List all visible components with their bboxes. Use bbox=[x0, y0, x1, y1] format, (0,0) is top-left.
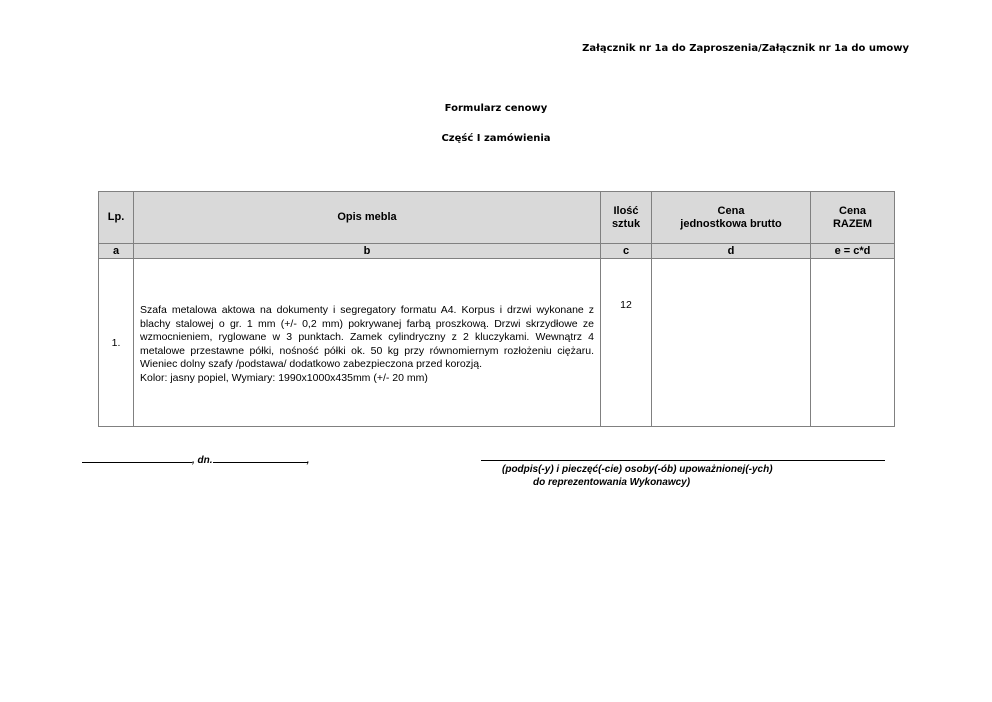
letter-a: a bbox=[99, 244, 134, 259]
price-table bbox=[98, 191, 895, 427]
annex-note: Załącznik nr 1a do Zaproszenia/Załącznik nr 1a do umowy bbox=[582, 43, 909, 54]
letter-b: b bbox=[134, 244, 601, 259]
signature-caption-line2: do reprezentowania Wykonawcy) bbox=[533, 477, 691, 488]
form-title: Formularz cenowy bbox=[444, 103, 548, 114]
letter-c: c bbox=[601, 244, 652, 259]
letter-d: d bbox=[652, 244, 811, 259]
col-header-unit-price-line2: jednostkowa brutto bbox=[680, 217, 782, 230]
table-header-row bbox=[99, 192, 895, 244]
col-header-total bbox=[811, 192, 895, 244]
place-blank[interactable] bbox=[82, 452, 192, 463]
row-lp: 1. bbox=[99, 259, 134, 427]
letter-e: e = c*d bbox=[811, 244, 895, 259]
col-header-total-line1: Cena bbox=[839, 204, 866, 217]
place-date-field bbox=[82, 452, 309, 466]
signature-line[interactable] bbox=[481, 460, 885, 461]
col-header-qty-line1: Ilość bbox=[613, 204, 639, 217]
row-description-specs: Kolor: jasny popiel, Wymiary: 1990x1000x435mm (+/- 20 mm) bbox=[140, 371, 428, 384]
col-header-description: Opis mebla bbox=[134, 192, 601, 244]
col-header-qty bbox=[601, 192, 652, 244]
date-blank[interactable] bbox=[213, 452, 307, 463]
row-description bbox=[134, 259, 601, 427]
col-header-unit-price-line1: Cena bbox=[717, 204, 745, 217]
row-unit-price-cell[interactable] bbox=[652, 259, 811, 427]
column-letters-row bbox=[99, 244, 895, 259]
table-row bbox=[99, 259, 895, 427]
col-header-total-line2: RAZEM bbox=[832, 217, 873, 230]
row-total-cell[interactable] bbox=[811, 259, 895, 427]
col-header-unit-price bbox=[652, 192, 811, 244]
place-date-separator: , dn. bbox=[192, 455, 213, 466]
row-description-text: Szafa metalowa aktowa na dokumenty i segregatory formatu A4. Korpus i drzwi wykonane z blachy stalowej o gr. 1 mm (+/- 0,2 mm) pokrywanej farbą proszkową. Drzwi skrzydłowe ze wzmocnieniem, ryglowane w 3 punktach. Zamek cylindryczny z 2 kluczykami. Wewnątrz 4 metalowe przestawne półki, nośność półki ok. 50 kg przy równomiernym rozłożeniu ciężaru. Wieniec dolny szafy /podstawa/ dodatkowo zabezpieczona przed korozją. bbox=[140, 304, 594, 370]
col-header-qty-line2: sztuk bbox=[611, 217, 641, 230]
place-date-end: , bbox=[306, 455, 310, 466]
signature-caption-line1: (podpis(-y) i pieczęć(-cie) osoby(-ób) upoważnionej(-ych) bbox=[502, 464, 773, 475]
row-qty: 12 bbox=[601, 259, 652, 427]
form-subtitle: Część I zamówienia bbox=[441, 133, 551, 144]
col-header-lp: Lp. bbox=[99, 192, 134, 244]
